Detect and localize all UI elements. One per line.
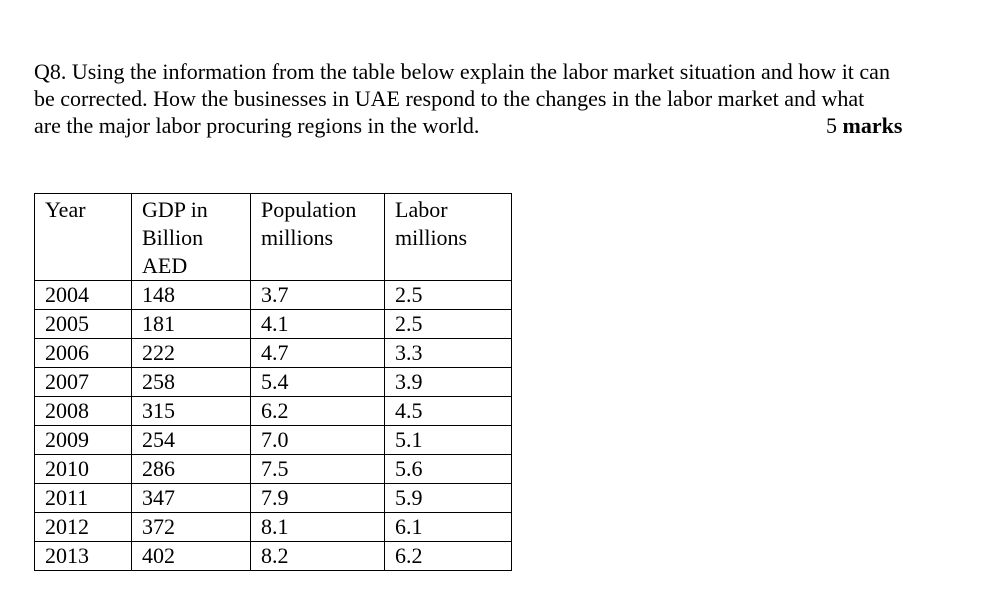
labor-cell: 4.5: [385, 397, 512, 426]
population-cell: 7.5: [251, 455, 385, 484]
table-row: [35, 542, 512, 571]
labor-cell: 5.9: [385, 484, 512, 513]
question-line-3: [34, 112, 974, 139]
gdp-cell: 286: [132, 455, 251, 484]
labor-cell: 3.3: [385, 339, 512, 368]
gdp-cell: 402: [132, 542, 251, 571]
population-cell: 7.0: [251, 426, 385, 455]
table-row: [35, 339, 512, 368]
population-cell: 4.7: [251, 339, 385, 368]
table-row: [35, 397, 512, 426]
population-cell: 7.9: [251, 484, 385, 513]
labor-cell: 5.6: [385, 455, 512, 484]
year-cell: 2012: [35, 513, 132, 542]
header-gdp-line: GDP in: [142, 197, 208, 222]
population-cell: 6.2: [251, 397, 385, 426]
gdp-cell: 372: [132, 513, 251, 542]
table-row: [35, 368, 512, 397]
header-year: [35, 194, 132, 281]
table-body: [35, 281, 512, 571]
question-line-3-text: are the major labor procuring regions in the world.: [34, 113, 480, 138]
gdp-cell: 315: [132, 397, 251, 426]
question-text: [34, 58, 974, 139]
gdp-cell: 222: [132, 339, 251, 368]
table-row: [35, 426, 512, 455]
gdp-cell: 258: [132, 368, 251, 397]
population-cell: 8.2: [251, 542, 385, 571]
population-cell: 8.1: [251, 513, 385, 542]
header-gdp-line: Billion: [142, 225, 204, 250]
year-cell: 2009: [35, 426, 132, 455]
year-cell: 2010: [35, 455, 132, 484]
gdp-cell: 254: [132, 426, 251, 455]
year-cell: 2007: [35, 368, 132, 397]
table-row: [35, 281, 512, 310]
year-cell: 2008: [35, 397, 132, 426]
population-cell: 3.7: [251, 281, 385, 310]
header-labor: [385, 194, 512, 281]
question-line-2: be corrected. How the businesses in UAE respond to the changes in the labor market and what: [34, 86, 865, 111]
population-cell: 5.4: [251, 368, 385, 397]
header-population: [251, 194, 385, 281]
labor-cell: 2.5: [385, 281, 512, 310]
data-table: [34, 193, 512, 571]
header-year-line: Year: [45, 197, 86, 222]
labor-cell: 6.1: [385, 513, 512, 542]
gdp-cell: 148: [132, 281, 251, 310]
year-cell: 2004: [35, 281, 132, 310]
year-cell: 2006: [35, 339, 132, 368]
gdp-cell: 181: [132, 310, 251, 339]
population-cell: 4.1: [251, 310, 385, 339]
labor-cell: 3.9: [385, 368, 512, 397]
gdp-cell: 347: [132, 484, 251, 513]
header-labor-line: millions: [395, 225, 468, 250]
labor-cell: 6.2: [385, 542, 512, 571]
marks-word: marks: [842, 113, 903, 138]
table-row: [35, 310, 512, 339]
header-gdp: [132, 194, 251, 281]
table-row: [35, 455, 512, 484]
header-gdp-line: AED: [142, 253, 188, 278]
labor-cell: 2.5: [385, 310, 512, 339]
year-cell: 2013: [35, 542, 132, 571]
year-cell: 2005: [35, 310, 132, 339]
question-line-1: Q8. Using the information from the table below explain the labor market situation and how it can: [34, 59, 890, 84]
header-population-line: Population: [261, 197, 357, 222]
marks-number: 5: [826, 113, 837, 138]
marks-label: [826, 112, 902, 139]
table-header-row: [35, 194, 512, 281]
labor-cell: 5.1: [385, 426, 512, 455]
table-row: [35, 484, 512, 513]
year-cell: 2011: [35, 484, 132, 513]
table-row: [35, 513, 512, 542]
header-labor-line: Labor: [395, 197, 448, 222]
header-population-line: millions: [261, 225, 334, 250]
